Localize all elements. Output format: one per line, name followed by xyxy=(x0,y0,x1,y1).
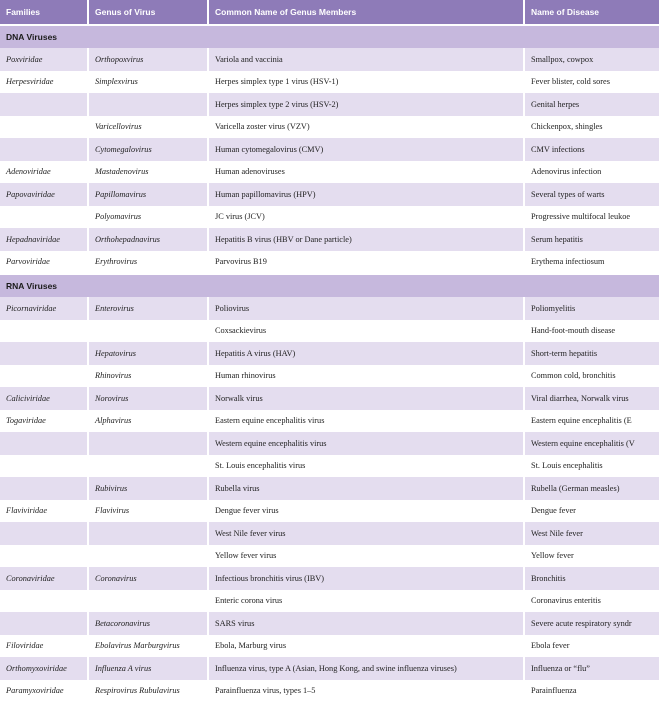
disease-cell: CMV infections xyxy=(524,138,659,161)
common-name-cell: Varicella zoster virus (VZV) xyxy=(208,116,524,139)
table-row xyxy=(0,320,659,343)
table-row xyxy=(0,183,659,206)
common-name-cell: St. Louis encephalitis virus xyxy=(208,455,524,478)
family-cell: Togaviridae xyxy=(0,410,88,433)
header-genus: Genus of Virus xyxy=(88,0,208,25)
table-row xyxy=(0,410,659,433)
header-families: Families xyxy=(0,0,88,25)
disease-cell: Serum hepatitis xyxy=(524,228,659,251)
disease-cell: Chickenpox, shingles xyxy=(524,116,659,139)
table-row xyxy=(0,680,659,702)
genus-cell xyxy=(88,320,208,343)
common-name-cell: Western equine encephalitis virus xyxy=(208,432,524,455)
genus-cell: Rhinovirus xyxy=(88,365,208,388)
genus-cell: Flavivirus xyxy=(88,500,208,523)
table-row xyxy=(0,251,659,275)
disease-cell: Adenovirus infection xyxy=(524,161,659,184)
genus-cell: Cytomegalovirus xyxy=(88,138,208,161)
common-name-cell: Coxsackievirus xyxy=(208,320,524,343)
table-row xyxy=(0,477,659,500)
disease-cell: Several types of warts xyxy=(524,183,659,206)
disease-cell: Influenza or “flu” xyxy=(524,657,659,680)
common-name-cell: Parvovirus B19 xyxy=(208,251,524,275)
common-name-cell: Norwalk virus xyxy=(208,387,524,410)
genus-cell: Ebolavirus Marburgvirus xyxy=(88,635,208,658)
disease-cell: St. Louis encephalitis xyxy=(524,455,659,478)
disease-cell: Rubella (German measles) xyxy=(524,477,659,500)
family-cell xyxy=(0,455,88,478)
genus-cell: Rubivirus xyxy=(88,477,208,500)
family-cell xyxy=(0,93,88,116)
common-name-cell: Hepatitis A virus (HAV) xyxy=(208,342,524,365)
genus-cell: Erythrovirus xyxy=(88,251,208,275)
common-name-cell: Influenza virus, type A (Asian, Hong Kong, and swine influenza viruses) xyxy=(208,657,524,680)
table-row xyxy=(0,93,659,116)
disease-cell: West Nile fever xyxy=(524,522,659,545)
family-cell: Poxviridae xyxy=(0,48,88,71)
table-row xyxy=(0,657,659,680)
genus-cell xyxy=(88,522,208,545)
common-name-cell: Human adenoviruses xyxy=(208,161,524,184)
table-row xyxy=(0,635,659,658)
family-cell: Papovaviridae xyxy=(0,183,88,206)
table-row xyxy=(0,455,659,478)
genus-cell xyxy=(88,432,208,455)
family-cell xyxy=(0,320,88,343)
section-row xyxy=(0,25,659,48)
common-name-cell: Infectious bronchitis virus (IBV) xyxy=(208,567,524,590)
genus-cell xyxy=(88,590,208,613)
table-row xyxy=(0,522,659,545)
common-name-cell: SARS virus xyxy=(208,612,524,635)
family-cell: Caliciviridae xyxy=(0,387,88,410)
disease-cell: Progressive multifocal leukoe xyxy=(524,206,659,229)
disease-cell: Hand-foot-mouth disease xyxy=(524,320,659,343)
disease-cell: Eastern equine encephalitis (E xyxy=(524,410,659,433)
genus-cell: Hepatovirus xyxy=(88,342,208,365)
family-cell xyxy=(0,342,88,365)
family-cell: Paramyxoviridae xyxy=(0,680,88,702)
common-name-cell: Parainfluenza virus, types 1–5 xyxy=(208,680,524,702)
disease-cell: Short-term hepatitis xyxy=(524,342,659,365)
table-row xyxy=(0,500,659,523)
common-name-cell: Eastern equine encephalitis virus xyxy=(208,410,524,433)
table-row xyxy=(0,612,659,635)
genus-cell: Coronavirus xyxy=(88,567,208,590)
common-name-cell: Enteric corona virus xyxy=(208,590,524,613)
genus-cell: Polyomavirus xyxy=(88,206,208,229)
table-row xyxy=(0,387,659,410)
table-row xyxy=(0,138,659,161)
section-title: RNA Viruses xyxy=(0,274,659,297)
common-name-cell: Hepatitis B virus (HBV or Dane particle) xyxy=(208,228,524,251)
genus-cell xyxy=(88,455,208,478)
genus-cell: Simplexvirus xyxy=(88,71,208,94)
family-cell xyxy=(0,612,88,635)
disease-cell: Smallpox, cowpox xyxy=(524,48,659,71)
disease-cell: Bronchitis xyxy=(524,567,659,590)
family-cell xyxy=(0,116,88,139)
table-row xyxy=(0,71,659,94)
family-cell: Parvoviridae xyxy=(0,251,88,275)
common-name-cell: West Nile fever virus xyxy=(208,522,524,545)
family-cell: Herpesviridae xyxy=(0,71,88,94)
family-cell: Flaviviridae xyxy=(0,500,88,523)
disease-cell: Ebola fever xyxy=(524,635,659,658)
section-title: DNA Viruses xyxy=(0,25,659,48)
disease-cell: Western equine encephalitis (V xyxy=(524,432,659,455)
disease-cell: Coronavirus enteritis xyxy=(524,590,659,613)
family-cell: Hepadnaviridae xyxy=(0,228,88,251)
common-name-cell: Herpes simplex type 1 virus (HSV-1) xyxy=(208,71,524,94)
family-cell: Adenoviridae xyxy=(0,161,88,184)
table-row xyxy=(0,161,659,184)
common-name-cell: Poliovirus xyxy=(208,297,524,320)
genus-cell: Orthopoxvirus xyxy=(88,48,208,71)
common-name-cell: Human cytomegalovirus (CMV) xyxy=(208,138,524,161)
genus-cell: Mastadenovirus xyxy=(88,161,208,184)
disease-cell: Viral diarrhea, Norwalk virus xyxy=(524,387,659,410)
genus-cell: Varicellovirus xyxy=(88,116,208,139)
common-name-cell: Dengue fever virus xyxy=(208,500,524,523)
table-row xyxy=(0,297,659,320)
table-row xyxy=(0,432,659,455)
table-row xyxy=(0,545,659,568)
header-common-name: Common Name of Genus Members xyxy=(208,0,524,25)
disease-cell: Dengue fever xyxy=(524,500,659,523)
family-cell xyxy=(0,477,88,500)
disease-cell: Genital herpes xyxy=(524,93,659,116)
common-name-cell: Herpes simplex type 2 virus (HSV-2) xyxy=(208,93,524,116)
table-row xyxy=(0,342,659,365)
family-cell xyxy=(0,590,88,613)
table-row xyxy=(0,206,659,229)
family-cell: Filoviridae xyxy=(0,635,88,658)
disease-cell: Erythema infectiosum xyxy=(524,251,659,275)
common-name-cell: Yellow fever virus xyxy=(208,545,524,568)
family-cell: Orthomyxoviridae xyxy=(0,657,88,680)
genus-cell: Betacoronavirus xyxy=(88,612,208,635)
header-row xyxy=(0,0,659,25)
genus-cell: Influenza A virus xyxy=(88,657,208,680)
common-name-cell: Ebola, Marburg virus xyxy=(208,635,524,658)
family-cell xyxy=(0,138,88,161)
genus-cell: Orthohepadnavirus xyxy=(88,228,208,251)
family-cell xyxy=(0,365,88,388)
disease-cell: Fever blister, cold sores xyxy=(524,71,659,94)
section-row xyxy=(0,274,659,297)
disease-cell: Severe acute respiratory syndr xyxy=(524,612,659,635)
table-row xyxy=(0,228,659,251)
disease-cell: Poliomyelitis xyxy=(524,297,659,320)
disease-cell: Yellow fever xyxy=(524,545,659,568)
family-cell: Coronaviridae xyxy=(0,567,88,590)
common-name-cell: Human papillomavirus (HPV) xyxy=(208,183,524,206)
table-row xyxy=(0,365,659,388)
disease-cell: Parainfluenza xyxy=(524,680,659,702)
family-cell xyxy=(0,522,88,545)
genus-cell xyxy=(88,93,208,116)
table-row xyxy=(0,48,659,71)
table-row xyxy=(0,567,659,590)
genus-cell xyxy=(88,545,208,568)
common-name-cell: Variola and vaccinia xyxy=(208,48,524,71)
disease-cell: Common cold, bronchitis xyxy=(524,365,659,388)
genus-cell: Norovirus xyxy=(88,387,208,410)
family-cell xyxy=(0,432,88,455)
common-name-cell: JC virus (JCV) xyxy=(208,206,524,229)
header-disease: Name of Disease xyxy=(524,0,659,25)
table-row xyxy=(0,116,659,139)
genus-cell: Papillomavirus xyxy=(88,183,208,206)
family-cell xyxy=(0,545,88,568)
genus-cell: Enterovirus xyxy=(88,297,208,320)
common-name-cell: Human rhinovirus xyxy=(208,365,524,388)
family-cell xyxy=(0,206,88,229)
common-name-cell: Rubella virus xyxy=(208,477,524,500)
genus-cell: Alphavirus xyxy=(88,410,208,433)
table-body xyxy=(0,25,659,702)
genus-cell: Respirovirus Rubulavirus xyxy=(88,680,208,702)
family-cell: Picornaviridae xyxy=(0,297,88,320)
table-row xyxy=(0,590,659,613)
